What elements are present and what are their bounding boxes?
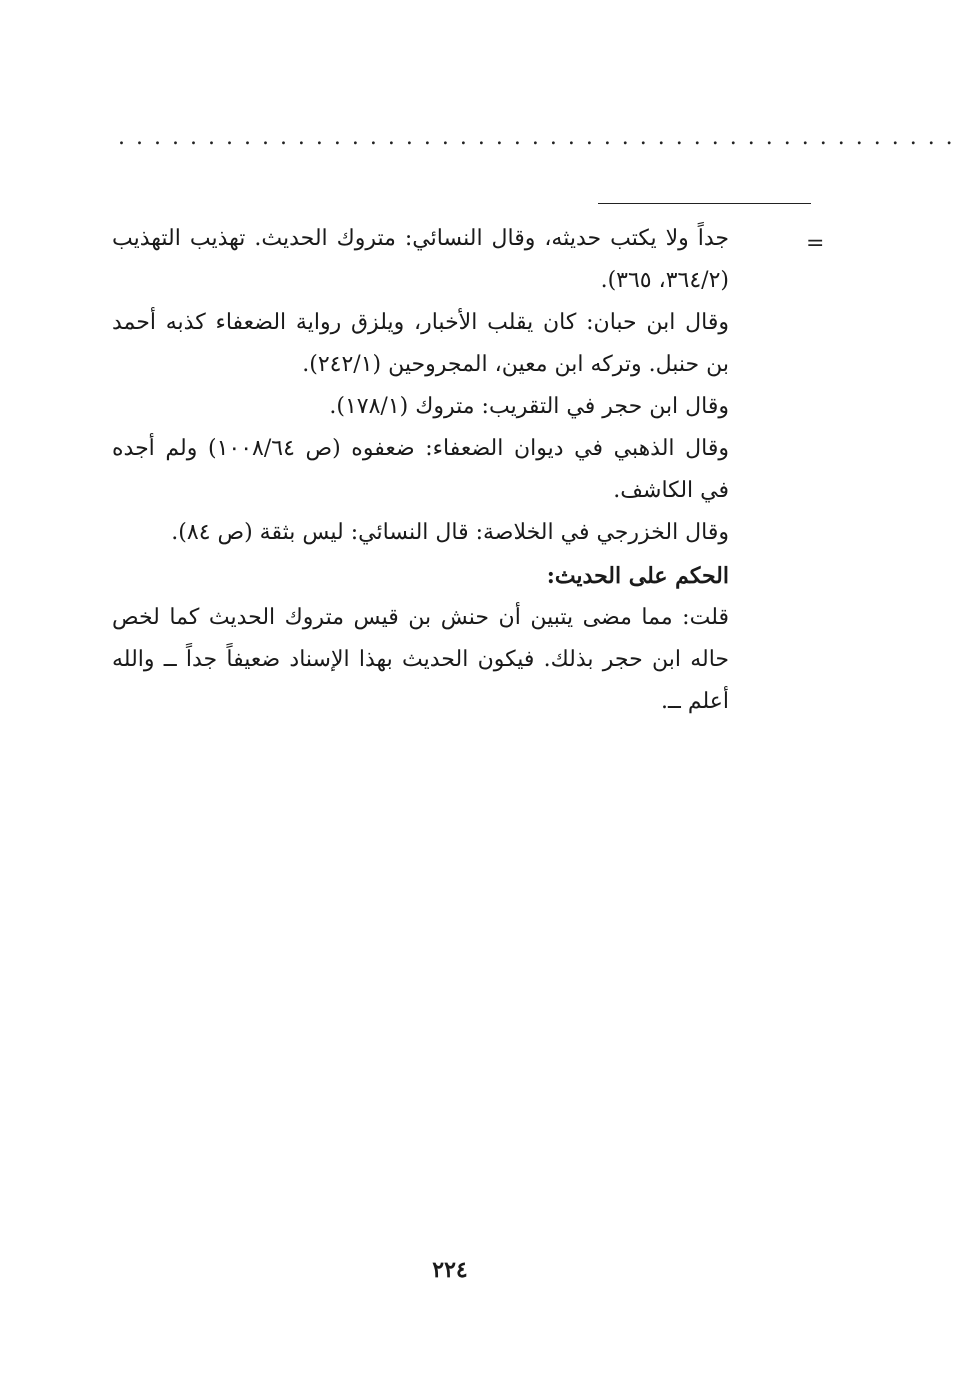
footnote-paragraph: جداً ولا يكتب حديثه، وقال النسائي: متروك الحديث. تهذيب التهذيب (٣٦٤/٢، ٣٦٥). [112,226,729,293]
footnote-paragraph: وقال الخزرجي في الخلاصة: قال النسائي: ليس بثقة (ص ٨٤). [171,520,729,545]
footnote-paragraph: وقال الذهبي في ديوان الضعفاء: ضعفوه (ص ١٠٠٨/٦٤) ولم أجده في الكاشف. [112,436,729,503]
section-heading: الحكم على الحديث: [546,563,729,589]
ruling-section [112,555,729,723]
section-body: قلت: مما مضى يتبين أن حنش بن قيس متروك الحديث كما لخص حاله ابن حجر بذلك. فيكون الحديث بهذا الإسناد ضعيفاً جداً ــ والله أعلم ــ. [112,605,729,714]
footnote-rule [598,203,811,204]
footnote-block [112,218,729,554]
footnote-paragraph: وقال ابن حبان: كان يقلب الأخبار، ويلزق رواية الضعفاء كذبه أحمد بن حنبل. وتركه ابن معين، المجروحين (٢٤٢/١). [112,310,729,377]
footnote-continuation-mark: = [806,231,825,256]
dotted-separator: ............................................... [118,125,964,150]
footnote-paragraph: وقال ابن حجر في التقريب: متروك (١٧٨/١). [329,394,729,419]
page-number: ٢٢٤ [432,1257,468,1283]
